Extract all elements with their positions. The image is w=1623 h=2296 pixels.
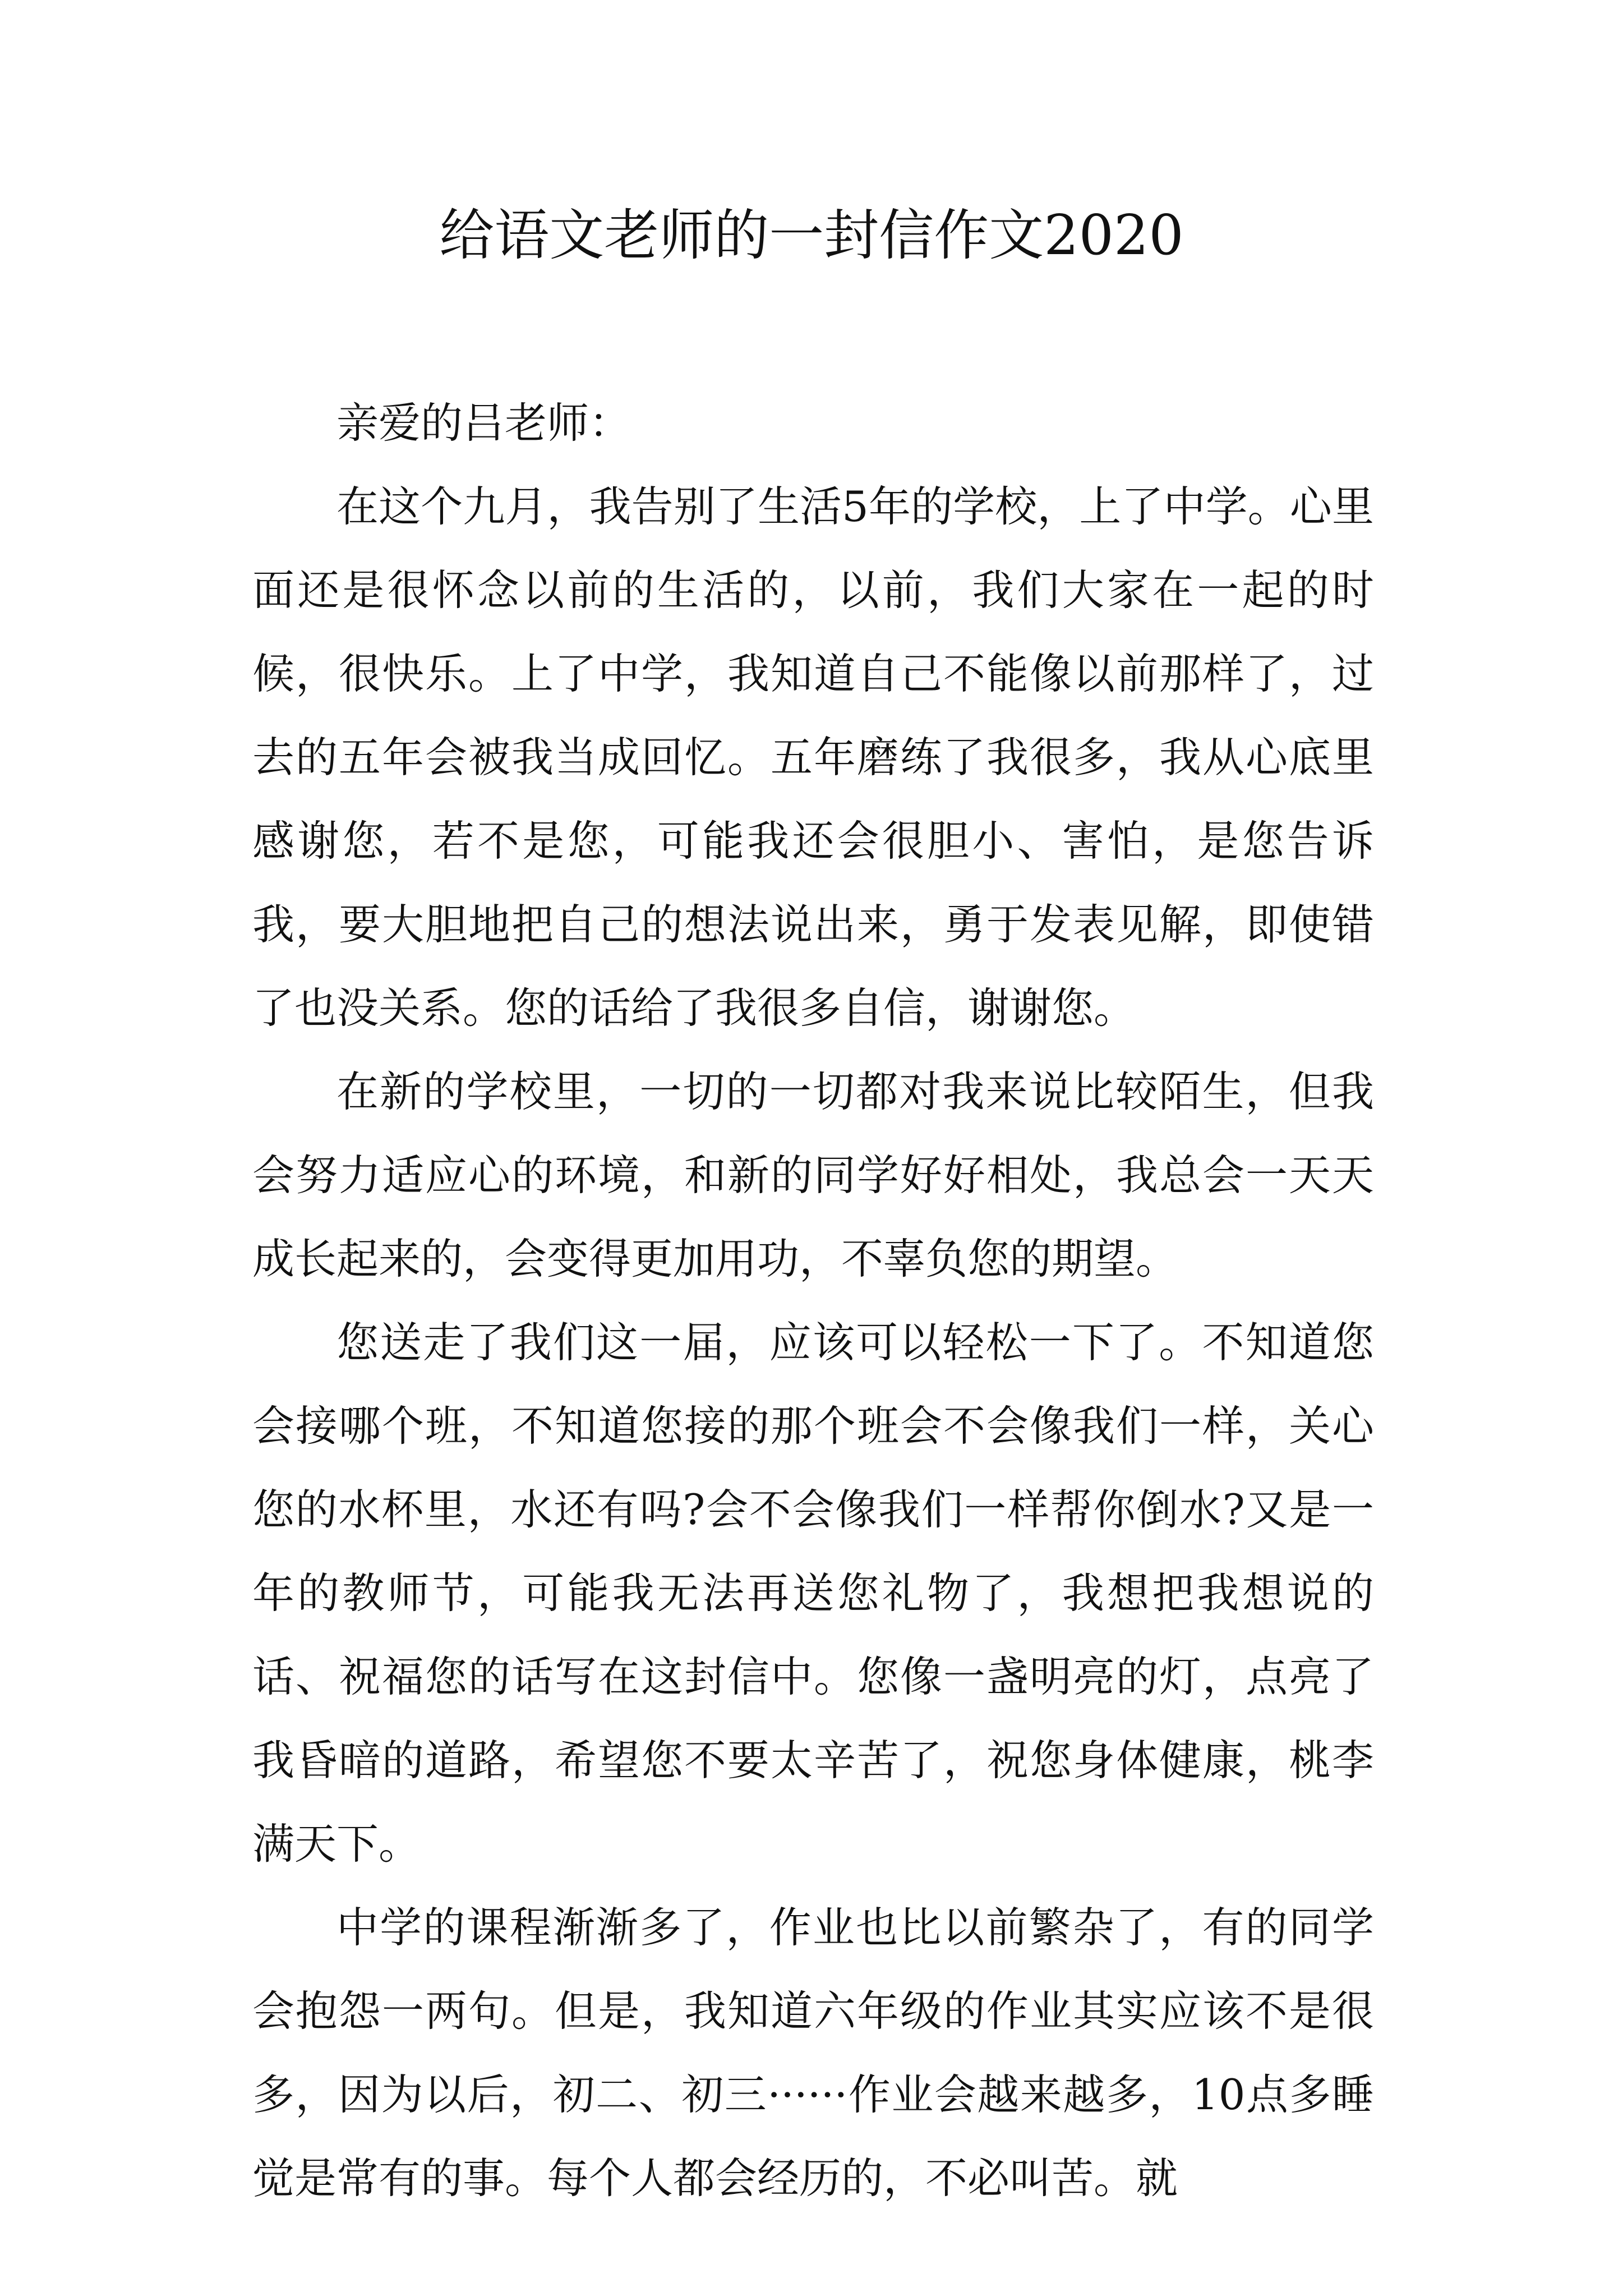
paragraph-1: 在这个九月，我告别了生活5年的学校，上了中学。心里面还是很怀念以前的生活的，以前，我们大家在一起的时候，很快乐。上了中学，我知道自己不能像以前那样了，过去的五年会被我当成回忆。五年磨练了我很多，我从心底里感谢您，若不是您，可能我还会很胆小、害怕，是您告诉我，要大胆地把自己的想法说出来，勇于发表见解，即使错了也没关系。您的话给了我很多自信，谢谢您。 [252, 482, 1374, 1033]
paragraph-4: 中学的课程渐渐多了，作业也比以前繁杂了，有的同学会抱怨一两句。但是，我知道六年级的作业其实应该不是很多，因为以后，初二、初三······作业会越来越多，10点多睡觉是常有的事。每个人都会经历的，不必叫苦。就 [252, 1903, 1374, 2203]
letter-greeting: 亲爱的吕老师： [336, 398, 631, 448]
paragraph-2: 在新的学校里，一切的一切都对我来说比较陌生，但我会努力适应心的环境，和新的同学好好相处，我总会一天天成长起来的，会变得更加用功，不辜负您的期望。 [252, 1067, 1374, 1283]
document-title: 给语文老师的一封信作文2020 [439, 204, 1184, 268]
paragraph-3: 您送走了我们这一届，应该可以轻松一下了。不知道您会接哪个班，不知道您接的那个班会不会像我们一样，关心您的水杯里，水还有吗?会不会像我们一样帮你倒水?又是一年的教师节，可能我无法再送您礼物了，我想把我想说的话、祝福您的话写在这封信中。您像一盏明亮的灯，点亮了我昏暗的道路，希望您不要太辛苦了，祝您身体健康，桃李满天下。 [252, 1318, 1374, 1869]
letter-body [252, 381, 1374, 2220]
